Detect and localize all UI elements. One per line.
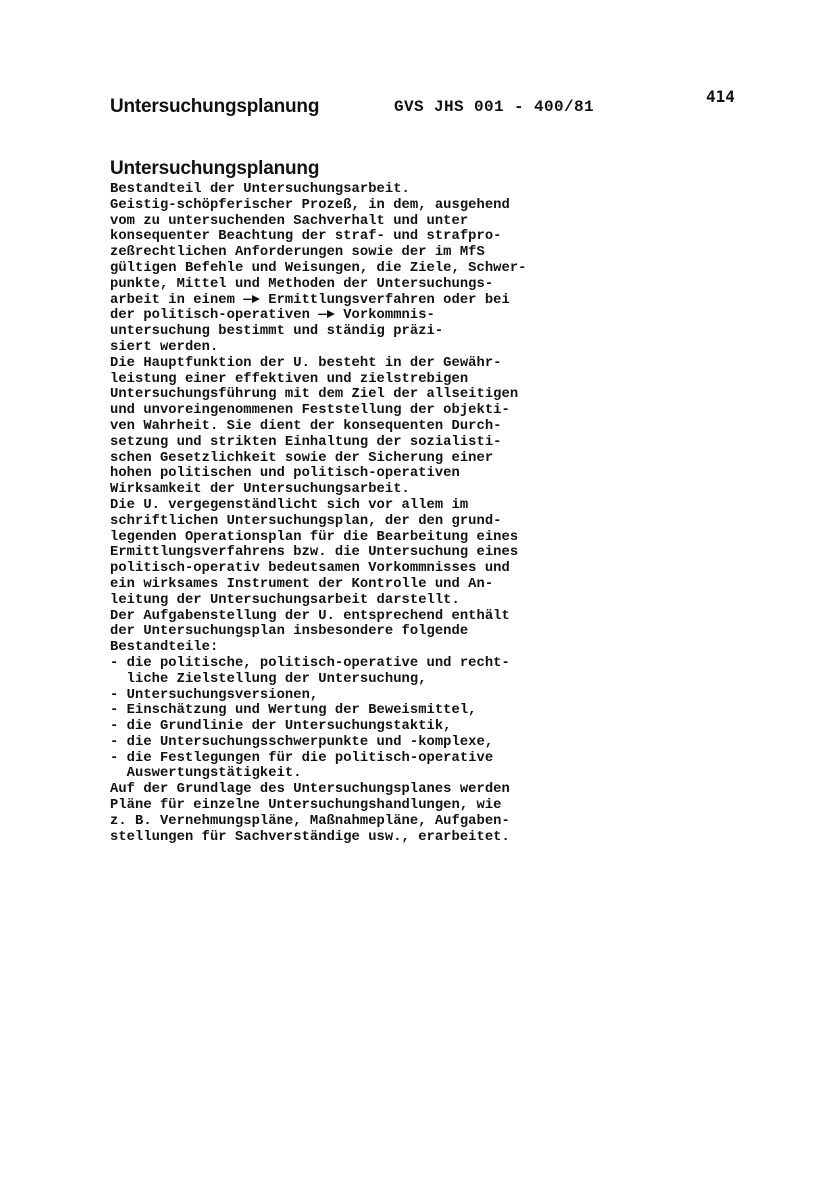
text-line: zeßrechtlichen Anforderungen sowie der im MfS [110, 245, 485, 261]
text-line: und unvoreingenommenen Feststellung der objekti- [110, 403, 510, 419]
text-line: arbeit in einem —► Ermittlungsverfahren oder bei [110, 292, 510, 308]
text-line: untersuchung bestimmt und ständig präzi- [110, 324, 444, 340]
text-line: z. B. Vernehmungspläne, Maßnahmepläne, Aufgaben- [110, 813, 510, 829]
list-item: - die politische, politisch-operative und recht- [110, 655, 510, 671]
text-line: der Untersuchungsplan insbesondere folgende [110, 624, 469, 640]
text-line: stellungen für Sachverständige usw., erarbeitet. [110, 829, 510, 845]
list-item: - die Festlegungen für die politisch-operative [110, 750, 494, 766]
text-line: leitung der Untersuchungsarbeit darstellt. [110, 592, 460, 608]
list-item: - die Untersuchungsschwerpunkte und -komplexe, [110, 734, 494, 750]
text-line: politisch-operativ bedeutsamen Vorkommnisses und [110, 561, 510, 577]
entry-title: Untersuchungsplanung [110, 158, 320, 179]
text-line: punkte, Mittel und Methoden der Untersuchungs- [110, 276, 494, 292]
text-line: vom zu untersuchenden Sachverhalt und unter [110, 213, 469, 229]
list-item: - Untersuchungsversionen, [110, 687, 319, 703]
list-item: liche Zielstellung der Untersuchung, [110, 671, 427, 687]
text-line: hohen politischen und politisch-operativen [110, 466, 460, 482]
text-line: Wirksamkeit der Untersuchungsarbeit. [110, 482, 410, 498]
text-line: Geistig-schöpferischer Prozeß, in dem, ausgehend [110, 197, 510, 213]
text-line: Die U. vergegenständlicht sich vor allem im [110, 497, 469, 513]
page-number: 414 [706, 87, 735, 106]
text-line: Untersuchungsführung mit dem Ziel der allseitigen [110, 387, 519, 403]
text-line: Bestandteile: [110, 640, 219, 656]
text-line: Der Aufgabenstellung der U. entsprechend enthält [110, 608, 510, 624]
text-line: gültigen Befehle und Weisungen, die Ziele, Schwer- [110, 260, 527, 276]
text-line: ven Wahrheit. Sie dient der konsequenten Durch- [110, 418, 502, 434]
text-line: Bestandteil der Untersuchungsarbeit. [110, 182, 410, 197]
document-reference-code: GVS JHS 001 - 400/81 [394, 98, 595, 116]
text-line: leistung einer effektiven und zielstrebigen [110, 371, 469, 387]
entry-body-text [110, 182, 610, 845]
list-item: Auswertungstätigkeit. [110, 766, 302, 782]
text-line: legenden Operationsplan für die Bearbeitung eines [110, 529, 519, 545]
list-item: - die Grundlinie der Untersuchungstaktik, [110, 719, 452, 735]
text-line: der politisch-operativen —► Vorkommnis- [110, 308, 435, 324]
text-line: schriftlichen Untersuchungsplan, der den grund- [110, 513, 502, 529]
text-line: Pläne für einzelne Untersuchungshandlungen, wie [110, 798, 502, 814]
text-line: siert werden. [110, 339, 219, 355]
text-line: konsequenter Beachtung der straf- und strafpro- [110, 229, 502, 245]
running-header-title: Untersuchungsplanung [110, 96, 320, 117]
text-line: schen Gesetzlichkeit sowie der Sicherung einer [110, 450, 494, 466]
text-line: Auf der Grundlage des Untersuchungsplanes werden [110, 782, 510, 798]
list-item: - Einschätzung und Wertung der Beweismittel, [110, 703, 477, 719]
text-line: setzung und strikten Einhaltung der sozialisti- [110, 434, 502, 450]
text-line: Ermittlungsverfahrens bzw. die Untersuchung eines [110, 545, 519, 561]
text-line: Die Hauptfunktion der U. besteht in der Gewähr- [110, 355, 502, 371]
text-line: ein wirksames Instrument der Kontrolle und An- [110, 576, 494, 592]
